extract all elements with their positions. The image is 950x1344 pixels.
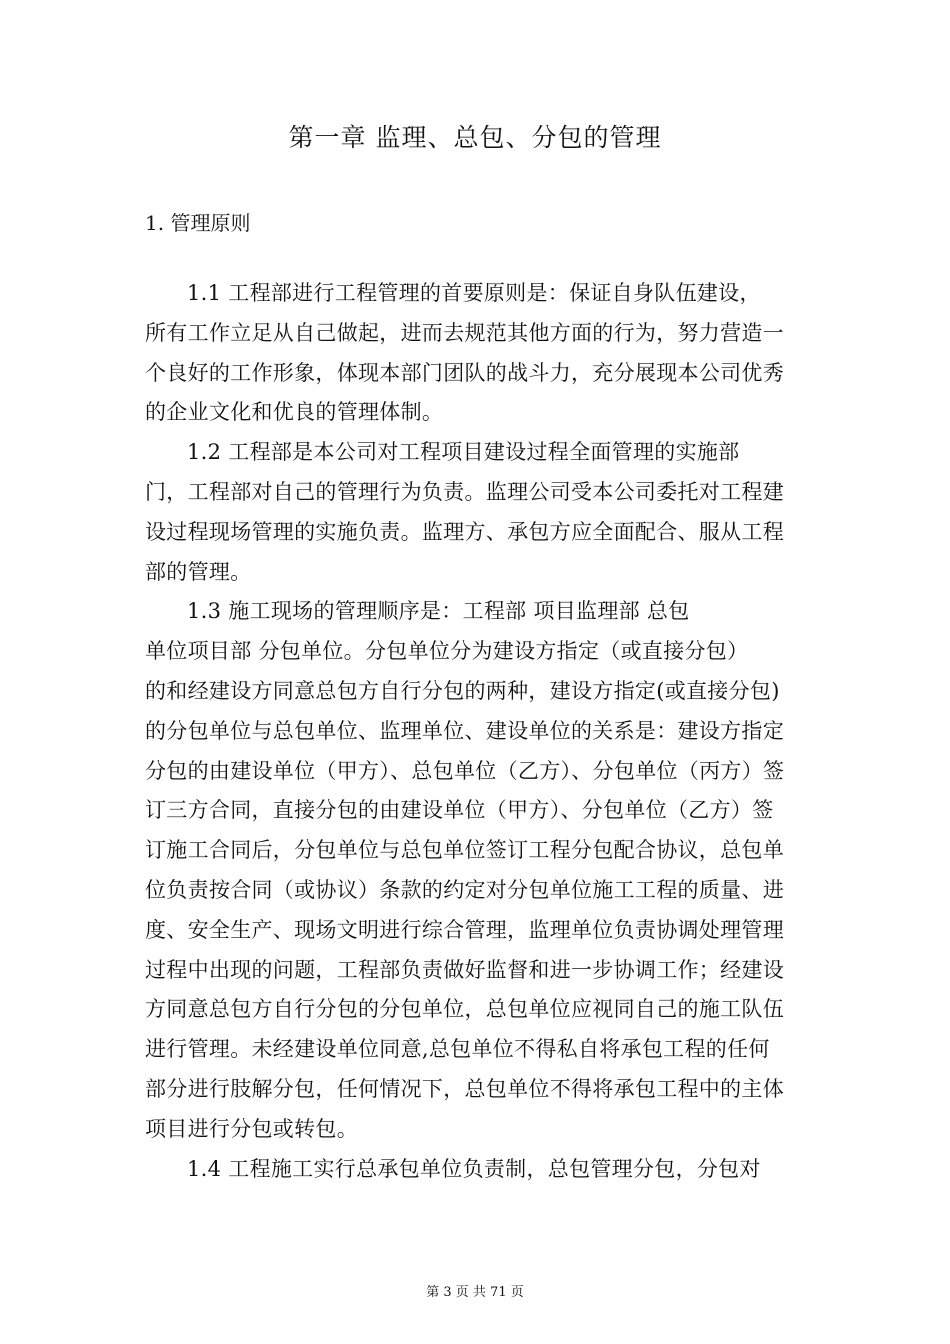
text-line: 进行管理。未经建设单位同意,总包单位不得私自将承包工程的任何 (145, 1037, 770, 1062)
text-line: 所有工作立足从自己做起，进而去规范其他方面的行为，努力营造一 (145, 320, 784, 345)
text-line: 设过程现场管理的实施负责。监理方、承包方应全面配合、服从工程 (145, 519, 784, 544)
text-line: 位负责按合同（或协议）条款的约定对分包单位施工工程的质量、进 (145, 877, 784, 902)
text-line: 方同意总包方自行分包的分包单位，总包单位应视同自己的施工队伍 (145, 997, 784, 1022)
text-line: 的分包单位与总包单位、监理单位、建设单位的关系是：建设方指定 (145, 718, 784, 743)
text-line: 部分进行肢解分包，任何情况下，总包单位不得将承包工程中的主体 (145, 1076, 784, 1101)
body-text (145, 274, 807, 1189)
section-heading: 1. 管理原则 (145, 211, 251, 235)
text-line: 个良好的工作形象，体现本部门团队的战斗力，充分展现本公司优秀 (145, 360, 784, 385)
text-line: 分包的由建设单位（甲方）、总包单位（乙方）、分包单位（丙方）签 (145, 758, 785, 783)
text-line: 1.4 工程施工实行总承包单位负责制，总包管理分包，分包对 (187, 1156, 761, 1181)
text-line: 度、安全生产、现场文明进行综合管理，监理单位负责协调处理管理 (145, 917, 784, 942)
text-line: 过程中出现的问题，工程部负责做好监督和进一步协调工作；经建设 (145, 957, 784, 982)
text-line: 的企业文化和优良的管理体制。 (145, 400, 444, 425)
text-line: 的和经建设方同意总包方自行分包的两种，建设方指定(或直接分包) (145, 678, 780, 703)
text-line: 1.1 工程部进行工程管理的首要原则是：保证自身队伍建设， (187, 281, 761, 305)
text-line: 门，工程部对自己的管理行为负责。监理公司受本公司委托对工程建 (145, 479, 784, 504)
text-line: 1.2 工程部是本公司对工程项目建设过程全面管理的实施部 (187, 440, 740, 465)
text-line: 1.3 施工现场的管理顺序是：工程部 项目监理部 总包 (187, 599, 690, 624)
page-footer: 第 3 页 共 71 页 (426, 1285, 524, 1300)
text-line: 订三方合同，直接分包的由建设单位（甲方）、分包单位（乙方）签 (145, 798, 774, 823)
chapter-title: 第一章 监理、总包、分包的管理 (288, 123, 662, 152)
text-line: 部的管理。 (145, 559, 252, 584)
text-line: 订施工合同后，分包单位与总包单位签订工程分包配合协议，总包单 (145, 838, 784, 863)
text-line: 项目进行分包或转包。 (145, 1116, 358, 1141)
text-line: 单位项目部 分包单位。分包单位分为建设方指定（或直接分包） (145, 639, 749, 664)
